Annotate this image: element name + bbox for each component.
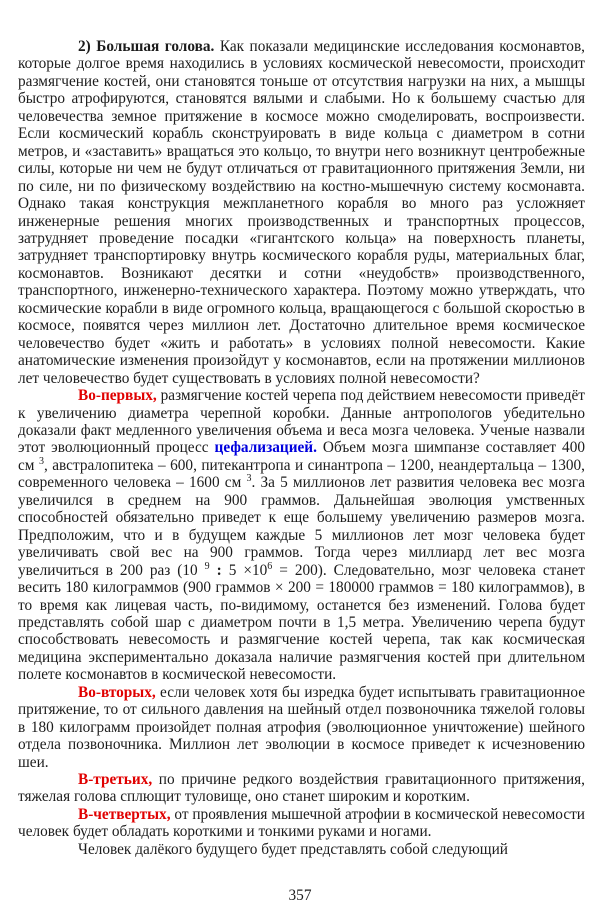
paragraph-lead-red: В-четвертых, [78, 805, 171, 823]
text-segment: , австралопитека – 600, питекантропа и синантропа – 1200, неандертальца – 1300, современного человека – 1600 см [18, 456, 586, 492]
text-segment: . За 5 миллионов лет развития человека вес мозга увеличился в среднем на 900 граммов. Дальнейшая эволюция умственных способностей обязательно приведет к еще большему увеличению размеров мозга. Предположим, что и в будущем каждые 5 миллионов лет мозг человека будет увеличивать свой вес на 900 граммов. Тогда через миллиард лет вес мозга увеличиться в 200 раз (10 [18, 474, 586, 579]
paragraph-big-head [18, 38, 585, 387]
paragraph-secondly [18, 684, 585, 771]
text-segment: 5 ×10 [228, 561, 268, 579]
text-segment: Как показали медицинские исследования космонавтов, которые долгое время находились в условиях космической невесомости, происходит размягчение костей, они становятся тоньше от отсутствия нагрузки на них, а мышцы быстро атрофируются, становятся вялыми и слабыми. Но к большему счастью для человечества земное притяжение в космосе можно смоделировать, воспроизвести. Если космический корабль сконструировать в виде кольца с диаметром в сотни метров, и «заставить» вращаться это кольцо, то внутри него возникнут центробежные силы, которые ни чем не будут отличаться от гравитационного притяжения Земли, ни по силе, ни по физическому воздействию на костно-мышечную систему космонавта. Однако такая конструкция межпланетного корабля во много раз усложняет инженерные решения многих производственных и транспортных процессов, затрудняет проведение посадки «гигантского кольца» на поверхность планеты, затрудняет транспортировку внутрь космического корабля руды, материальных благ, космонавтов. Возникают десятки и сотни «неудобств» производственного, транспортного, инженерно-технического характера. Поэтому можно утверждать, что космические корабли в виде огромного кольца, вращающегося с большой скоростью в космосе, появятся через миллион лет. Достаточно длительное время космическое человечество будет «жить и работать» в условиях полной невесомости. Какие анатомические изменения произойдут у космонавтов, если на протяжении миллионов лет человечество будет существовать в условиях полной невесомости? [18, 38, 585, 387]
text-segment: Человек далёкого будущего будет представлять собой следующий [78, 840, 508, 858]
text-segment: от проявления мышечной атрофии в космической невесомости человек будет обладать короткими и тонкими руками и ногами. [18, 805, 585, 841]
page-number: 357 [288, 886, 312, 904]
term-cephalization: цефализацией. [214, 439, 317, 457]
superscript-3: 3 [246, 473, 252, 485]
text-segment: размягчение костей черепа под действием невесомости приведёт к увеличению диаметра черепной коробки. Данные антропологов убедительно доказали факт медленного увеличения объема и веса мозга человека. Ученые назвали этот эволюционный процесс [18, 387, 585, 457]
paragraph-lead-red: В-третьих, [78, 771, 153, 789]
paragraph-lead-red: Во-первых, [78, 387, 157, 405]
superscript-3: 3 [38, 455, 44, 467]
superscript-9: 9 [204, 560, 210, 572]
text-segment: по причине редкого воздействия гравитационного притяжения, тяжелая голова сплющит туловище, оно станет широким и коротким. [18, 771, 585, 806]
text-segment: если человек хотя бы изредка будет испытывать гравитационное притяжение, то от сильного давления на шейный отдел позвоночника тяжелой головы в 180 килограмм произойдет полная атрофия (эволюционное уничтожение) шейного отдела позвоночника. Миллион лет эволюции в космосе приведет к исчезновению шеи. [18, 683, 585, 771]
paragraph-lead-red: Во-вторых, [78, 683, 156, 701]
paragraph-future-human [18, 841, 585, 858]
paragraph-firstly [18, 387, 585, 684]
text-segment: Объем мозга шимпанзе составляет 400 см [18, 439, 586, 474]
superscript-6: 6 [267, 560, 273, 572]
text-segment: = 200). Следовательно, мозг человека станет весить 180 килограммов (900 граммов × 200 = 180000 граммов = 180 килограммов), в то время как лицевая часть, по-видимому, останется без изменений. Голова будет представлять собой шар с диаметром почти в 1,5 метра. Увеличению черепа будут способствовать невесомость и размягчение костей черепа, так как космическая медицина экспериментально доказала наличие размягчения костей при длительном полете космонавтов в космической невесомости. [18, 561, 586, 684]
bold-colon: : [209, 561, 229, 579]
paragraph-lead-bold: 2) Большая голова. [78, 38, 220, 55]
paragraph-fourthly [18, 806, 585, 841]
paragraph-thirdly [18, 771, 585, 806]
